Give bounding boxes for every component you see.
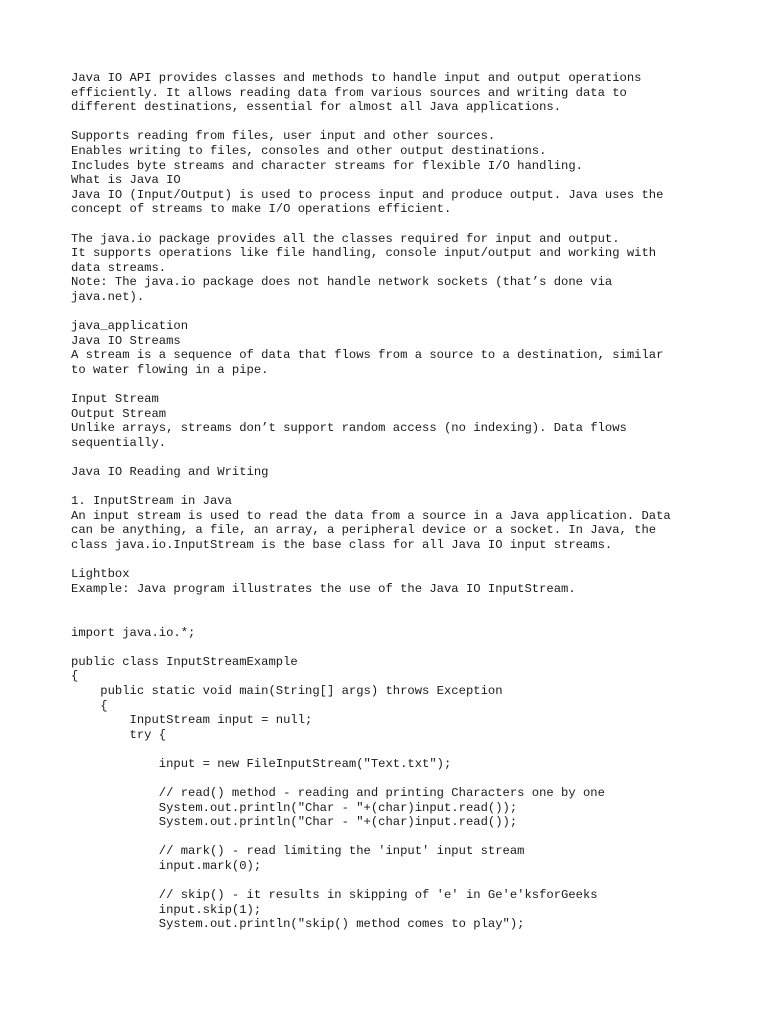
text-line: Java IO API provides classes and methods to handle input and output operations <box>71 71 642 85</box>
text-line: { <box>71 698 108 713</box>
text-line: System.out.println("Char - "+(char)input.read()); <box>71 800 518 815</box>
blank-line <box>71 830 711 845</box>
text-line: Unlike arrays, streams don’t support random access (no indexing). Data flows <box>71 421 627 436</box>
text-line: Java IO Streams <box>71 333 181 348</box>
blank-line <box>71 305 711 320</box>
text-line: Java IO (Input/Output) is used to process input and produce output. Java uses the <box>71 187 664 202</box>
text-line: input.mark(0); <box>71 859 262 874</box>
text-line: input = new FileInputStream("Text.txt"); <box>71 756 452 771</box>
text-line: to water flowing in a pipe. <box>71 362 269 377</box>
blank-line <box>71 217 711 232</box>
text-line: Input Stream <box>71 392 159 407</box>
text-line: // mark() - read limiting the 'input' input stream <box>71 844 525 859</box>
text-line: concept of streams to make I/O operations efficient. <box>71 202 452 217</box>
blank-line <box>71 480 711 495</box>
text-line: An input stream is used to read the data from a source in a Java application. Data <box>71 508 671 523</box>
text-line: import java.io.*; <box>71 625 196 640</box>
blank-line <box>71 377 711 392</box>
text-line: // read() method - reading and printing Characters one by one <box>71 786 605 801</box>
text-line: System.out.println("Char - "+(char)input.read()); <box>71 815 518 830</box>
text-line: sequentially. <box>71 435 167 450</box>
text-line: Output Stream <box>71 406 167 421</box>
blank-line <box>71 772 711 787</box>
text-line: { <box>71 669 79 684</box>
text-line: Java IO Reading and Writing <box>71 465 269 480</box>
blank-line <box>71 450 711 465</box>
text-line: java.net). <box>71 289 145 304</box>
text-line: input.skip(1); <box>71 902 262 917</box>
text-line: What is Java IO <box>71 173 181 188</box>
text-line: Enables writing to files, consoles and other output destinations. <box>71 143 547 158</box>
text-line: try { <box>71 727 167 742</box>
text-line: Example: Java program illustrates the use of the Java IO InputStream. <box>71 581 576 596</box>
blank-line <box>71 742 711 757</box>
text-line: Lightbox <box>71 567 130 582</box>
blank-line <box>71 611 711 626</box>
text-line: A stream is a sequence of data that flows from a source to a destination, similar <box>71 348 664 363</box>
text-line: different destinations, essential for almost all Java applications. <box>71 100 562 115</box>
text-line: // skip() - it results in skipping of 'e' in Ge'e'ksforGeeks <box>71 888 598 903</box>
document-page <box>71 71 711 932</box>
text-line: The java.io package provides all the classes required for input and output. <box>71 231 620 246</box>
blank-line <box>71 596 711 611</box>
text-line: Note: The java.io package does not handle network sockets (that’s done via <box>71 275 613 290</box>
blank-line <box>71 874 711 889</box>
text-line: 1. InputStream in Java <box>71 494 232 509</box>
blank-line <box>71 553 711 568</box>
text-line: Includes byte streams and character streams for flexible I/O handling. <box>71 158 583 173</box>
blank-line <box>71 640 711 655</box>
text-line: System.out.println("skip() method comes to play"); <box>71 917 525 932</box>
text-line: public static void main(String[] args) throws Exception <box>71 683 503 698</box>
blank-line <box>71 115 711 130</box>
text-line: public class InputStreamExample <box>71 654 298 669</box>
text-line: can be anything, a file, an array, a peripheral device or a socket. In Java, the <box>71 523 657 538</box>
text-line: efficiently. It allows reading data from various sources and writing data to <box>71 85 627 100</box>
text-line: It supports operations like file handling, console input/output and working with <box>71 246 657 261</box>
text-line: java_application <box>71 319 189 334</box>
text-line: InputStream input = null; <box>71 713 313 728</box>
text-line: class java.io.InputStream is the base class for all Java IO input streams. <box>71 538 613 552</box>
text-line: Supports reading from files, user input and other sources. <box>71 129 496 144</box>
text-line: data streams. <box>71 260 167 275</box>
